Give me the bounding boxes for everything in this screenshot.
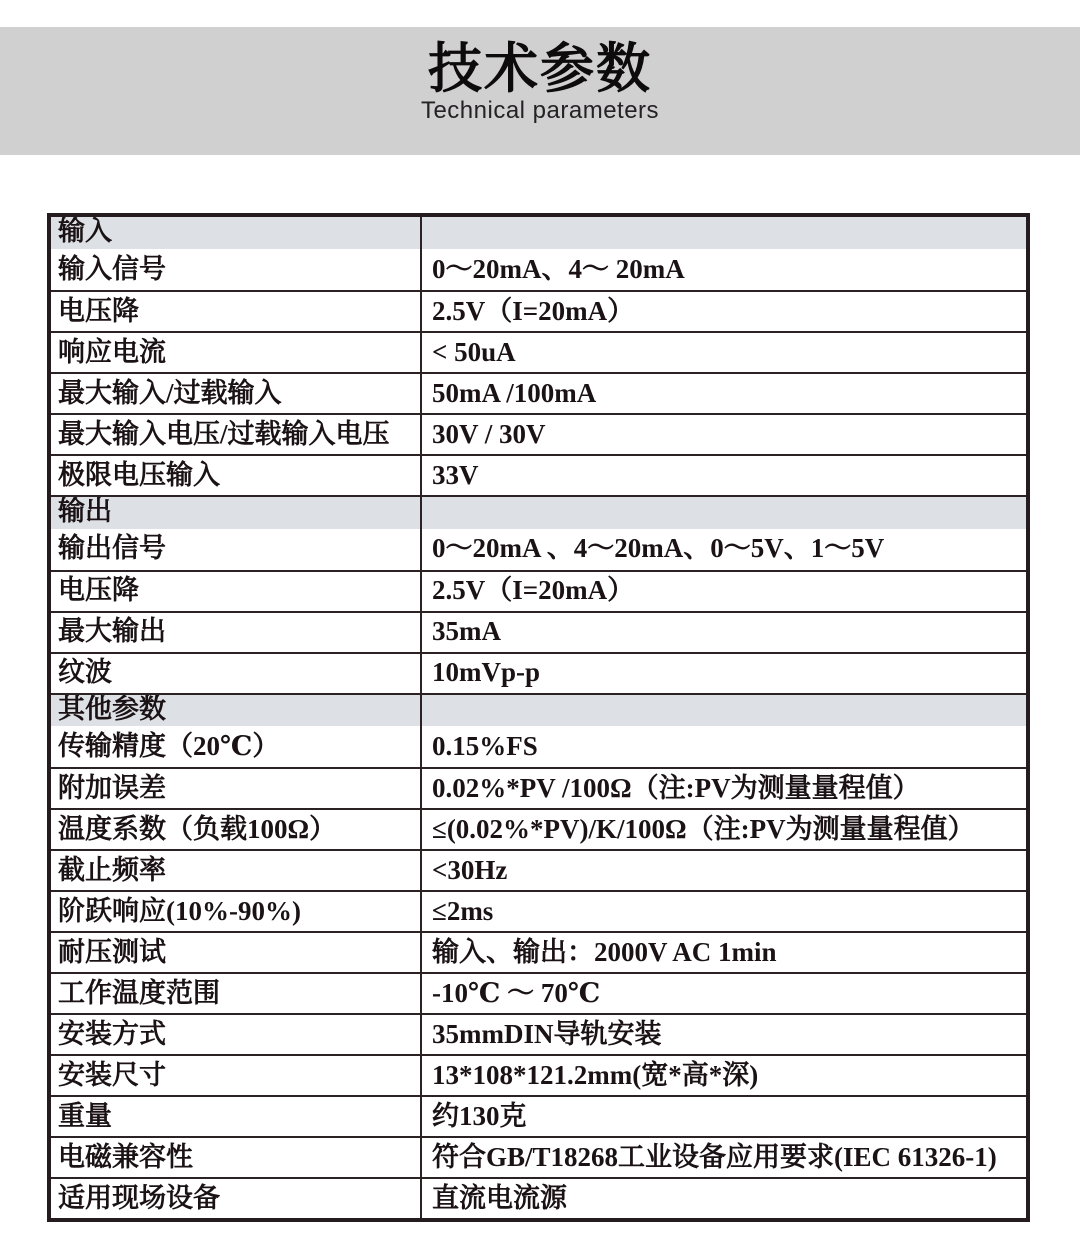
param-label: 输入信号 <box>51 249 422 290</box>
param-label: 安装尺寸 <box>51 1056 422 1095</box>
table-row <box>51 1054 1026 1095</box>
section-row <box>51 495 1026 529</box>
param-value: 10mVp-p <box>432 657 541 688</box>
header-band <box>0 27 1080 155</box>
param-value: ≤2ms <box>432 896 494 927</box>
param-label: 附加误差 <box>51 769 422 808</box>
table-row <box>51 890 1026 931</box>
param-label: 重量 <box>51 1097 422 1136</box>
param-label: 响应电流 <box>51 333 422 372</box>
param-value: 0～20mA、4～ 20mA <box>432 253 685 284</box>
param-label: 工作温度范围 <box>51 974 422 1013</box>
table-row <box>51 726 1026 767</box>
table-row <box>51 1177 1026 1218</box>
param-label: 温度系数（负载100Ω） <box>51 810 422 849</box>
table-row <box>51 611 1026 652</box>
param-value <box>422 695 1026 727</box>
table-row <box>51 454 1026 495</box>
param-value: 0～20mA 、4～20mA、0～5V、1～5V <box>432 533 885 564</box>
param-value: ≤(0.02%*PV)/K/100Ω（注:PV为测量量程值） <box>432 814 975 845</box>
param-value: 35mmDIN导轨安装 <box>432 1019 662 1050</box>
param-label: 电压降 <box>51 572 422 611</box>
table-row <box>51 1095 1026 1136</box>
spec-table <box>47 213 1030 1222</box>
param-label: 输出信号 <box>51 529 422 570</box>
param-value: 直流电流源 <box>432 1183 567 1214</box>
param-label: 极限电压输入 <box>51 456 422 495</box>
param-value: 0.15%FS <box>432 731 538 762</box>
param-label: 纹波 <box>51 654 422 693</box>
param-label: 电压降 <box>51 292 422 331</box>
param-value: < 50uA <box>432 336 516 367</box>
table-row <box>51 1013 1026 1054</box>
table-row <box>51 652 1026 693</box>
param-label: 最大输入/过载输入 <box>51 374 422 413</box>
param-value: 约130克 <box>432 1101 527 1132</box>
param-value <box>422 497 1026 529</box>
table-row <box>51 331 1026 372</box>
param-label: 最大输出 <box>51 613 422 652</box>
param-label: 适用现场设备 <box>51 1179 422 1218</box>
param-value: 输入、输出：2000V AC 1min <box>432 937 777 968</box>
param-value: 50mA /100mA <box>432 377 597 408</box>
param-value: 0.02%*PV /100Ω（注:PV为测量量程值） <box>432 773 920 804</box>
param-label: 安装方式 <box>51 1015 422 1054</box>
param-value <box>422 217 1026 249</box>
param-label: 电磁兼容性 <box>51 1138 422 1177</box>
section-row <box>51 693 1026 727</box>
table-row <box>51 372 1026 413</box>
param-value: 33V <box>432 459 479 490</box>
table-row <box>51 570 1026 611</box>
param-label: 最大输入电压/过载输入电压 <box>51 415 422 454</box>
param-value: 13*108*121.2mm(宽*高*深) <box>432 1060 759 1091</box>
table-row <box>51 249 1026 290</box>
section-label: 输出 <box>51 497 422 529</box>
page-title: 技术参数 <box>428 39 652 99</box>
section-row <box>51 217 1026 249</box>
table-row <box>51 290 1026 331</box>
param-label: 耐压测试 <box>51 933 422 972</box>
param-value: 2.5V（I=20mA） <box>432 295 635 326</box>
section-label: 输入 <box>51 217 422 249</box>
param-label: 阶跃响应(10%-90%) <box>51 892 422 931</box>
table-row <box>51 931 1026 972</box>
param-label: 截止频率 <box>51 851 422 890</box>
section-label: 其他参数 <box>51 695 422 727</box>
param-value: <30Hz <box>432 855 508 886</box>
table-row <box>51 849 1026 890</box>
table-row <box>51 972 1026 1013</box>
param-label: 传输精度（20℃） <box>51 726 422 767</box>
table-row <box>51 413 1026 454</box>
table-row <box>51 529 1026 570</box>
table-row <box>51 1136 1026 1177</box>
param-value: 2.5V（I=20mA） <box>432 575 635 606</box>
table-row <box>51 767 1026 808</box>
param-value: 30V / 30V <box>432 418 546 449</box>
page-subtitle: Technical parameters <box>420 97 660 124</box>
param-value: 35mA <box>432 616 501 647</box>
table-row <box>51 808 1026 849</box>
param-value: -10℃ ～ 70℃ <box>432 978 601 1009</box>
param-value: 符合GB/T18268工业设备应用要求(IEC 61326-1) <box>432 1142 997 1173</box>
